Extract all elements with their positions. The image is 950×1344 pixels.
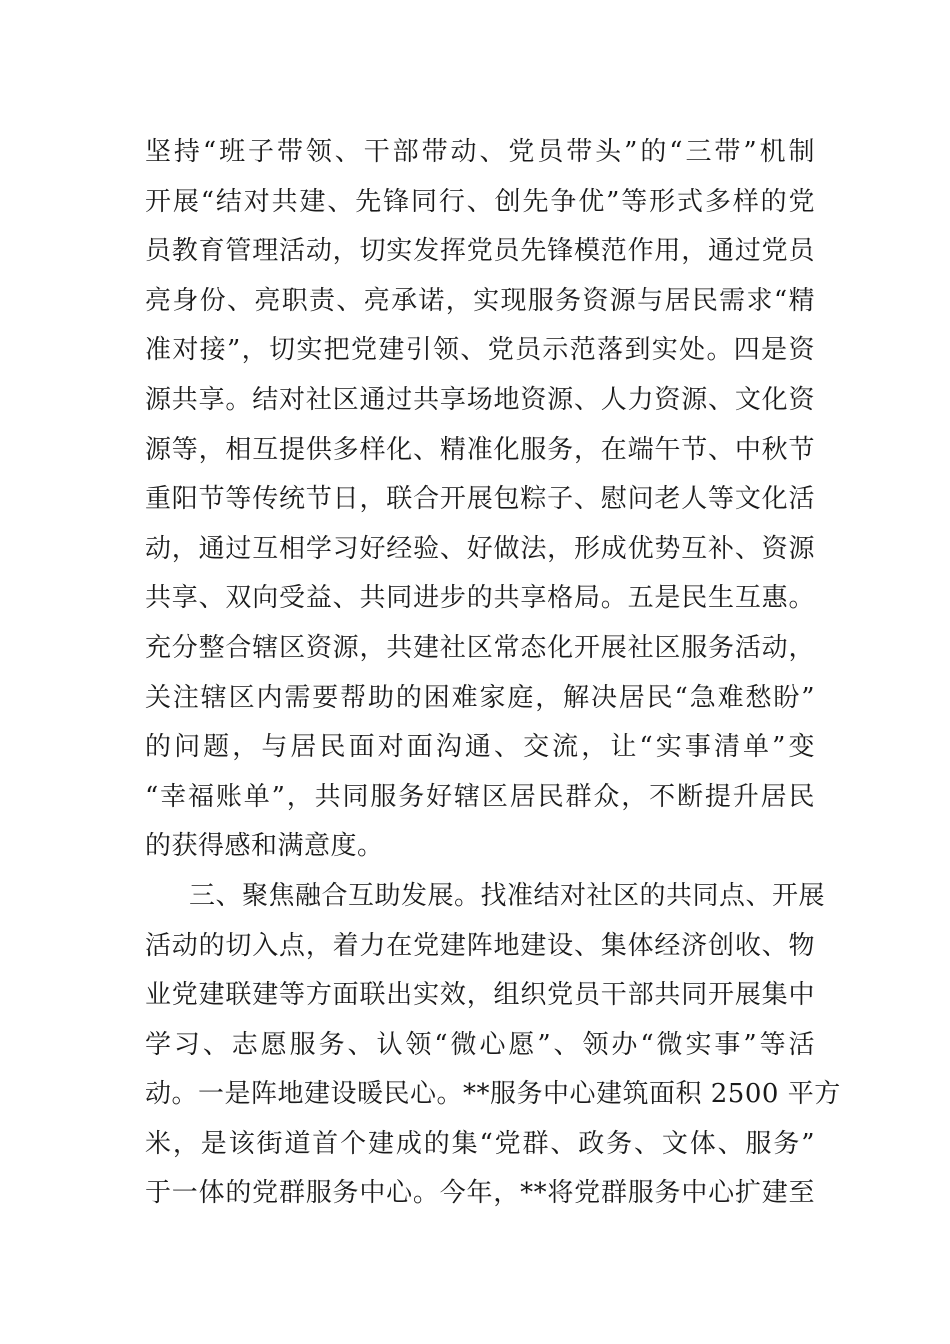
text-line: 共享、双向受益、共同进步的共享格局。五是民生互惠。 — [145, 583, 815, 614]
text-line: 于一体的党群服务中心。今年，**将党群服务中心扩建至 — [145, 1178, 815, 1209]
text-line: 学习、志愿服务、认领“微心愿”、领办“微实事”等活 — [145, 1029, 815, 1060]
document-body — [145, 128, 841, 1219]
text-line: 的获得感和满意度。 — [145, 831, 384, 862]
text-line: 活动的切入点，着力在党建阵地建设、集体经济创收、物 — [145, 930, 815, 961]
text-line: 动。一是阵地建设暖民心。**服务中心建筑面积 2500 平方 — [145, 1079, 841, 1110]
text-line: 动，通过互相学习好经验、好做法，形成优势互补、资源 — [145, 533, 815, 564]
text-line: “幸福账单”，共同服务好辖区居民群众，不断提升居民 — [145, 781, 815, 812]
text-line: 米，是该街道首个建成的集“党群、政务、文体、服务” — [145, 1128, 815, 1159]
paragraph-start-line: 三、聚焦融合互助发展。找准结对社区的共同点、开展 — [189, 880, 826, 911]
text-line: 员教育管理活动，切实发挥党员先锋模范作用，通过党员 — [145, 236, 815, 267]
text-line: 坚持“班子带领、干部带动、党员带头”的“三带”机制 — [145, 137, 815, 167]
text-line: 源等，相互提供多样化、精准化服务，在端午节、中秋节 — [145, 434, 815, 465]
text-line: 开展“结对共建、先锋同行、创先争优”等形式多样的党 — [145, 186, 815, 217]
text-line: 的问题，与居民面对面沟通、交流，让“实事清单”变 — [145, 732, 815, 763]
text-line: 关注辖区内需要帮助的困难家庭，解决居民“急难愁盼” — [145, 682, 815, 713]
text-line: 亮身份、亮职责、亮承诺，实现服务资源与居民需求“精 — [145, 285, 815, 316]
text-line: 准对接”，切实把党建引领、党员示范落到实处。四是资 — [145, 335, 815, 366]
text-line: 源共享。结对社区通过共享场地资源、人力资源、文化资 — [145, 384, 815, 415]
text-line: 业党建联建等方面联出实效，组织党员干部共同开展集中 — [145, 980, 815, 1011]
text-line: 充分整合辖区资源，共建社区常态化开展社区服务活动， — [145, 632, 815, 663]
text-line: 重阳节等传统节日，联合开展包粽子、慰问老人等文化活 — [145, 484, 815, 515]
